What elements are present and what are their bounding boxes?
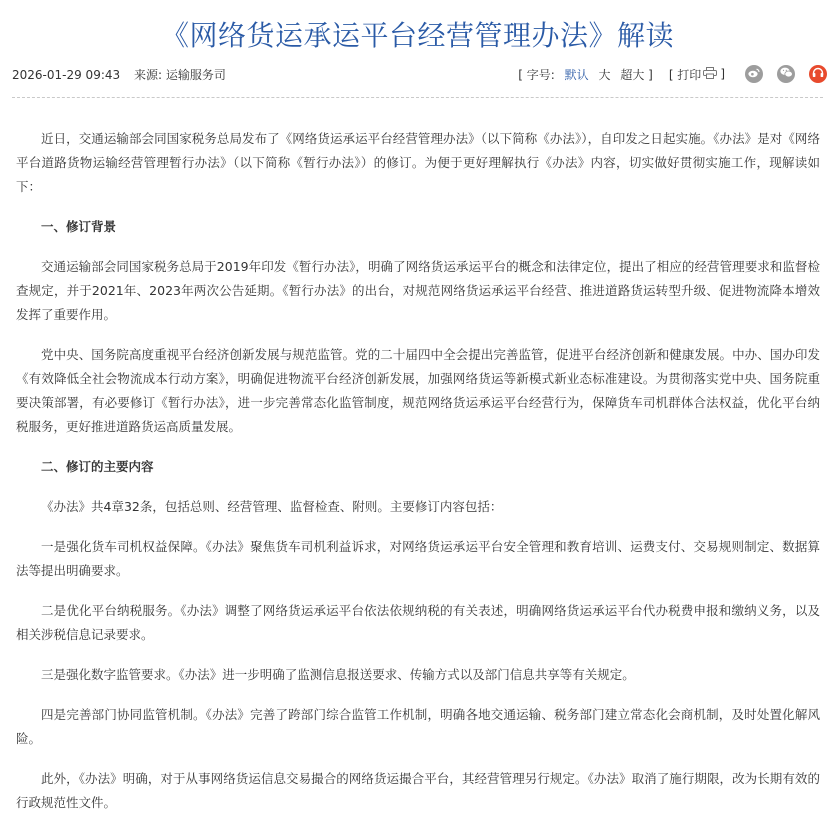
- font-size-control: [518, 66, 653, 83]
- weibo-icon: [748, 67, 760, 81]
- paragraph-intro: 近日，交通运输部会同国家税务总局发布了《网络货运承运平台经营管理办法》（以下简称《办法》），自印发之日起实施。《办法》是对《网络平台道路货物运输经营管理暂行办法》（以下简称《暂行办法》）的修订。为便于更好理解执行《办法》内容，切实做好贯彻实施工作，现解读如下：: [16, 131, 820, 194]
- paragraph-item-3: 三是强化数字监管要求。《办法》进一步明确了监测信息报送要求、传输方式以及部门信息共享等有关规定。: [41, 667, 635, 682]
- publish-date: 2026-01-29 09:43: [12, 68, 121, 82]
- printer-icon: [701, 67, 717, 82]
- article-source: 来源: 运输服务司: [133, 68, 226, 82]
- page-title: 《网络货运承运平台经营管理办法》解读: [160, 19, 674, 52]
- wechat-share-button[interactable]: [777, 65, 795, 83]
- meta-left: [12, 66, 226, 83]
- section-heading-main-content: 二、修订的主要内容: [41, 459, 154, 474]
- paragraph-item-2: 二是优化平台纳税服务。《办法》调整了网络货运承运平台依法依规纳税的有关表述，明确网络货运承运平台代办税费申报和缴纳义务，以及相关涉税信息记录要求。: [16, 603, 820, 642]
- audio-play-button[interactable]: [809, 65, 827, 83]
- paragraph-background-1: 交通运输部会同国家税务总局于2019年印发《暂行办法》，明确了网络货运承运平台的概念和法律定位，提出了相应的经营管理要求和监督检查规定，并于2021年、2023年两次公告延期。《暂行办法》的出台，对规范网络货运承运平台经营、推进道路货运转型升级、促进物流降本增效发挥了重要作用。: [16, 259, 820, 322]
- article-meta: [12, 66, 827, 84]
- paragraph-background-2: 党中央、国务院高度重视平台经济创新发展与规范监管。党的二十届四中全会提出完善监管，促进平台经济创新和健康发展。中办、国办印发《有效降低全社会物流成本行动方案》，明确促进物流平台经济创新发展，加强网络货运等新模式新业态标准建设。为贯彻落实党中央、国务院重要决策部署，有必要修订《暂行办法》，进一步完善常态化监管制度，规范网络货运承运平台经营行为，保障货车司机群体合法权益，优化平台纳税服务，更好推进道路货运高质量发展。: [16, 347, 820, 434]
- wechat-icon: [780, 67, 793, 81]
- font-size-label: [ 字号:: [518, 67, 555, 82]
- font-size-large-option[interactable]: 大: [598, 67, 611, 82]
- audio-icon: [812, 67, 824, 81]
- weibo-share-button[interactable]: [745, 65, 763, 83]
- article-body: [16, 127, 820, 815]
- header-divider: [12, 97, 823, 98]
- paragraph-item-1: 一是强化货车司机权益保障。《办法》聚焦货车司机利益诉求，对网络货运承运平台安全管理和教育培训、运费支付、交易规则制定、数据算法等提出明确要求。: [16, 539, 820, 578]
- paragraph-overview: 《办法》共4章32条，包括总则、经营管理、监督检查、附则。主要修订内容包括：: [41, 499, 503, 514]
- paragraph-item-4: 四是完善部门协同监管机制。《办法》完善了跨部门综合监管工作机制，明确各地交通运输、税务部门建立常态化会商机制，及时处置化解风险。: [16, 707, 820, 746]
- meta-toolbar: [518, 63, 827, 85]
- paragraph-closing: 此外，《办法》明确，对于从事网络货运信息交易撮合的网络货运撮合平台，其经营管理另行规定。《办法》取消了施行期限，改为长期有效的行政规范性文件。: [16, 771, 820, 810]
- font-size-xlarge-option[interactable]: 超大 ]: [620, 67, 653, 82]
- font-size-default-option[interactable]: 默认: [564, 67, 589, 82]
- print-button[interactable]: [669, 66, 725, 83]
- print-label: [ 打印: [668, 67, 702, 82]
- section-heading-background: 一、修订背景: [41, 219, 117, 234]
- print-label-close: ]: [720, 67, 725, 81]
